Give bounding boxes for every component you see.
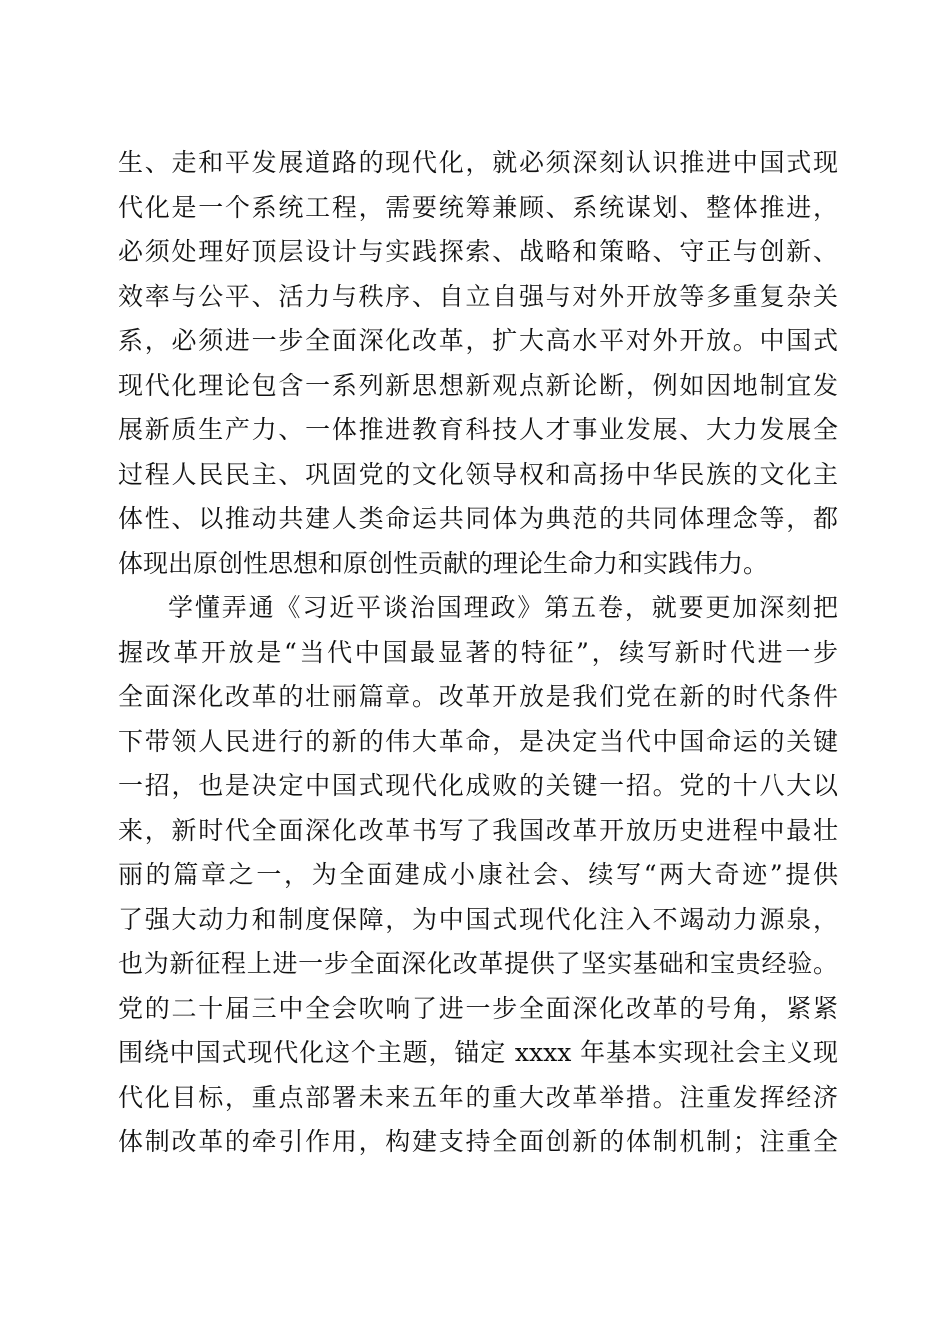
text-line: 了强大动力和制度保障，为中国式现代化注入不竭动力源泉， — [118, 904, 838, 934]
text-line: 现代化理论包含一系列新思想新观点新论断，例如因地制宜发 — [118, 370, 838, 400]
text-line: 效率与公平、活力与秩序、自立自强与对外开放等多重复杂关 — [118, 281, 838, 311]
text-line: 丽的篇章之一，为全面建成小康社会、续写“两大奇迹”提供 — [118, 860, 838, 889]
text-line: 握改革开放是“当代中国最显著的特征”，续写新时代进一步 — [118, 637, 838, 667]
text-line: 过程人民民主、巩固党的文化领导权和高扬中华民族的文化主 — [118, 459, 838, 489]
text-line: 全面深化改革的壮丽篇章。改革开放是我们党在新的时代条件 — [118, 682, 838, 711]
text-line: 必须处理好顶层设计与实践探索、战略和策略、守正与创新、 — [118, 237, 838, 266]
text-line: 展新质生产力、一体推进教育科技人才事业发展、大力发展全 — [118, 415, 838, 444]
body-text — [118, 141, 838, 1165]
text-line: 代化目标，重点部署未来五年的重大改革举措。注重发挥经济 — [118, 1082, 838, 1112]
text-line: 体制改革的牵引作用，构建支持全面创新的体制机制；注重全 — [118, 1127, 838, 1156]
text-line: 体性、以推动共建人类命运共同体为典范的共同体理念等，都 — [118, 504, 838, 533]
text-line: 系，必须进一步全面深化改革，扩大高水平对外开放。中国式 — [118, 326, 838, 355]
text-line: 围绕中国式现代化这个主题，锚定 xxxx 年基本实现社会主义现 — [118, 1038, 838, 1067]
paragraph-2 — [118, 586, 838, 1165]
text-line: 来，新时代全面深化改革书写了我国改革开放历史进程中最壮 — [118, 815, 838, 845]
text-line: 党的二十届三中全会吹响了进一步全面深化改革的号角，紧紧 — [118, 993, 838, 1023]
text-line: 学懂弄通《习近平谈治国理政》第五卷，就要更加深刻把 — [168, 593, 838, 622]
text-line: 体现出原创性思想和原创性贡献的理论生命力和实践伟力。 — [118, 548, 769, 578]
text-line: 一招，也是决定中国式现代化成败的关键一招。党的十八大以 — [118, 771, 838, 800]
text-line: 代化是一个系统工程，需要统筹兼顾、系统谋划、整体推进， — [118, 192, 838, 222]
text-line: 生、走和平发展道路的现代化，就必须深刻认识推进中国式现 — [118, 148, 838, 177]
text-line: 下带领人民进行的新的伟大革命，是决定当代中国命运的关键 — [118, 726, 838, 756]
text-line: 也为新征程上进一步全面深化改革提供了坚实基础和宝贵经验。 — [118, 949, 838, 978]
paragraph-1 — [118, 141, 838, 586]
